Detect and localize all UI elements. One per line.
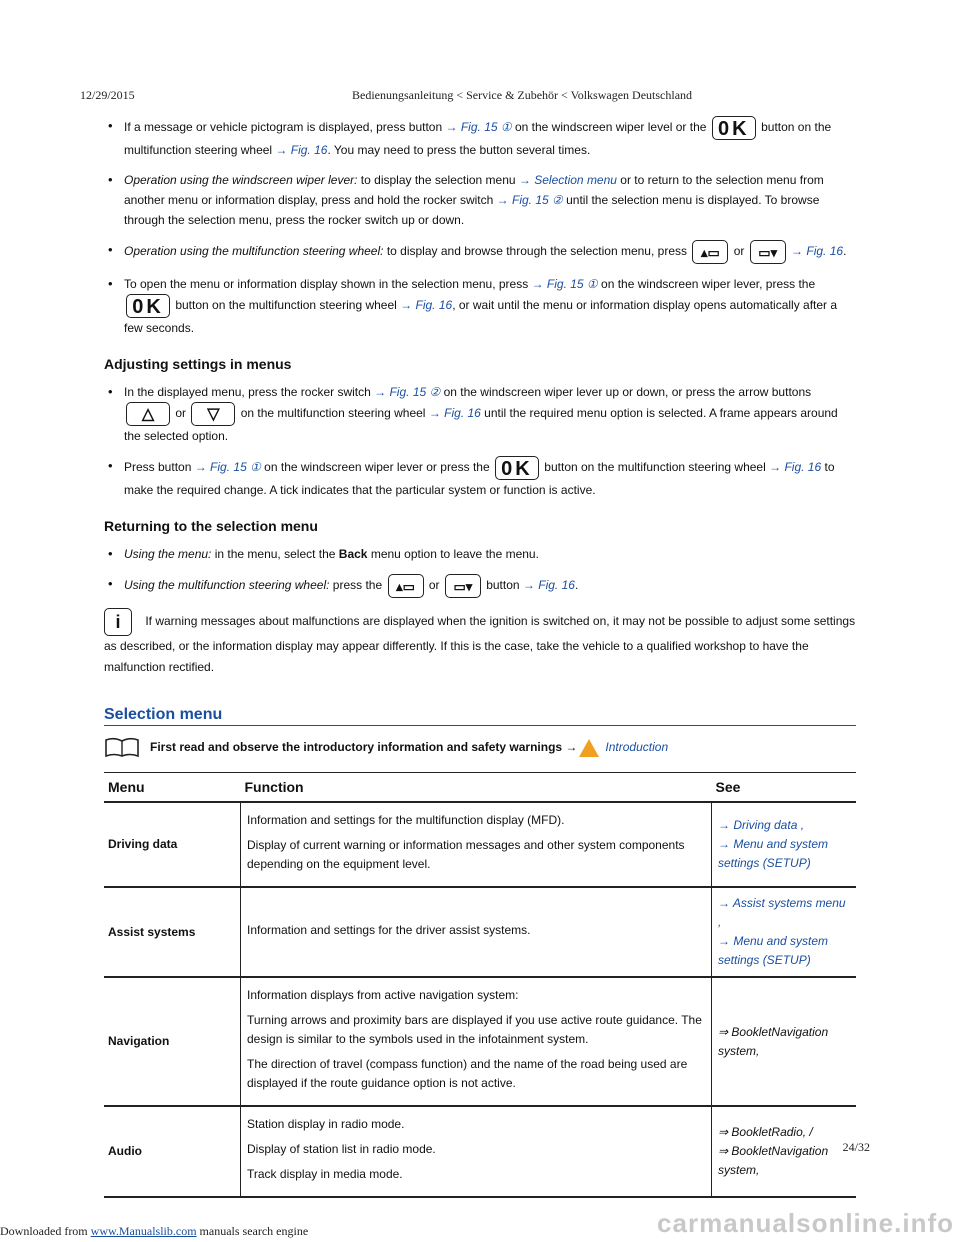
watermark-logo: carmanualsonline.info	[657, 1208, 954, 1238]
table-row	[104, 1106, 856, 1197]
info-note-text: If warning messages about malfunctions are displayed when the ignition is switched on, it may not be possible to adjust some settings as described, or the information display may appear differently. If this is the case, take the vehicle to a qualified workshop to have the malfunction rectified.	[104, 614, 856, 674]
see-cell	[712, 977, 857, 1106]
booklet-radio-ref: ⇒ BookletRadio, /	[718, 1125, 813, 1139]
scroll-down-button-icon: ▭▾	[445, 574, 481, 598]
fig-link[interactable]: → Fig. 16	[769, 460, 822, 475]
selection-menu-table	[104, 772, 856, 1198]
column-header-menu: Menu	[104, 773, 241, 803]
scroll-up-button-icon: ▴▭	[692, 240, 728, 264]
setup-link[interactable]: → Menu and system settings (SETUP)	[718, 837, 829, 870]
driving-data-link[interactable]: → Driving data ,	[718, 818, 805, 832]
table-row	[104, 887, 856, 977]
return-bullets	[104, 544, 856, 598]
section-title-selection-menu: Selection menu	[104, 706, 856, 726]
list-item: • To open the menu or information display shown in the selection menu, press → Fig. 15 ① on the windscreen wiper lever, press the 0K button on the multifunction steering wheel → Fig. 16, or wait until the menu or information display opens automatically after a few seconds.	[104, 274, 856, 338]
section-title-adjusting: Adjusting settings in menus	[104, 356, 292, 372]
menu-cell: Driving data	[104, 802, 241, 887]
fig-link[interactable]: → Fig. 15 ②	[496, 193, 563, 207]
menu-cell: Navigation	[104, 977, 241, 1106]
see-cell	[712, 1106, 857, 1197]
list-item: • Using the multifunction steering wheel: press the ▴▭ or ▭▾ button → Fig. 16.	[104, 574, 856, 598]
list-item: • In the displayed menu, press the rocker switch → Fig. 15 ② on the windscreen wiper lever up or down, or press the arrow buttons △ or ▽ on the multifunction steering wheel → Fig. 16 until the required menu option is selected. A frame appears around the selected option.	[104, 382, 856, 446]
scroll-down-button-icon: ▭▾	[750, 240, 786, 264]
selection-menu-link[interactable]: → Selection menu	[518, 173, 617, 187]
ok-button-icon: 0K	[495, 456, 539, 480]
fig-link[interactable]: → Fig. 15 ①	[194, 460, 261, 475]
menu-cell: Audio	[104, 1106, 241, 1197]
column-header-function: Function	[241, 773, 712, 803]
list-item: • If a message or vehicle pictogram is displayed, press button → Fig. 15 ① on the windscreen wiper level or the 0K button on the multifunction steering wheel → Fig. 16. You may need to press the button several times.	[104, 116, 856, 160]
fig-link[interactable]: → Fig. 16	[400, 298, 453, 313]
function-cell: Station display in radio mode. Display of station list in radio mode. Track display in media mode.	[241, 1106, 712, 1197]
fig-link[interactable]: → Fig. 15 ②	[374, 385, 441, 399]
arrow-down-icon: ▽	[191, 402, 235, 426]
warning-triangle-icon	[579, 739, 599, 757]
function-cell: Information and settings for the multifunction display (MFD). Display of current warning or information messages and other system components depending on the equipment level.	[241, 802, 712, 887]
ok-button-icon: 0K	[126, 294, 170, 318]
assist-systems-link[interactable]: → Assist systems menu ,	[718, 896, 846, 929]
menu-cell: Assist systems	[104, 887, 241, 977]
intro-warning	[104, 736, 856, 758]
booklet-navigation-ref: ⇒ BookletNavigation system,	[718, 1144, 829, 1177]
see-cell	[712, 887, 857, 977]
function-cell: Information and settings for the driver assist systems.	[241, 887, 712, 977]
intro-bullets	[104, 116, 856, 338]
intro-warning-text: First read and observe the introductory information and safety warnings →	[150, 740, 578, 754]
table-row	[104, 977, 856, 1106]
info-note	[104, 608, 856, 678]
ok-button-icon: 0K	[712, 116, 756, 140]
list-item: • Operation using the windscreen wiper lever: to display the selection menu → Selection menu or to return to the selection menu from another menu or information display, press and hold the rocker switch → Fig. 15 ② until the selection menu is displayed. To browse through the selection menu, press the rocker switch up or down.	[104, 170, 856, 230]
scroll-up-button-icon: ▴▭	[388, 574, 424, 598]
page-content	[104, 116, 856, 1198]
manualslib-link[interactable]: www.Manualslib.com	[90, 1224, 197, 1238]
arrow-up-icon: △	[126, 402, 170, 426]
fig-link[interactable]: → Fig. 16	[428, 406, 481, 421]
see-cell	[712, 802, 857, 887]
list-item: • Using the menu: in the menu, select the Back menu option to leave the menu.	[104, 544, 856, 564]
header-date: 12/29/2015	[80, 88, 135, 102]
column-header-see: See	[712, 773, 857, 803]
fig-link[interactable]: → Fig. 16	[791, 244, 844, 259]
adjust-bullets	[104, 382, 856, 500]
fig-link[interactable]: → Fig. 15 ①	[445, 120, 512, 135]
header-title: Bedienungsanleitung < Service & Zubehör < Volkswagen Deutschland	[352, 88, 693, 102]
download-footer: Downloaded from www.Manualslib.com manuals search engine	[0, 1224, 309, 1238]
table-row	[104, 802, 856, 887]
fig-link[interactable]: → Fig. 16	[522, 578, 575, 593]
function-cell: Information displays from active navigation system: Turning arrows and proximity bars are displayed if you use active route guidance. The design is similar to the symbols used in the infotainment system. The direction of travel (compass function) and the name of the road being used are displayed if the route guidance option is not active.	[241, 977, 712, 1106]
book-icon	[104, 736, 140, 758]
section-title-returning: Returning to the selection menu	[104, 518, 318, 534]
page-number: 24/32	[842, 1140, 870, 1154]
introduction-link[interactable]: Introduction	[605, 740, 669, 754]
list-item: • Operation using the multifunction steering wheel: to display and browse through the selection menu, press ▴▭ or ▭▾ → Fig. 16.	[104, 240, 856, 264]
list-item: • Press button → Fig. 15 ① on the windscreen wiper lever or press the 0K button on the multifunction steering wheel → Fig. 16 to make the required change. A tick indicates that the particular system or function is active.	[104, 456, 856, 500]
setup-link[interactable]: → Menu and system settings (SETUP)	[718, 934, 829, 967]
fig-link[interactable]: → Fig. 16	[275, 143, 328, 157]
booklet-navigation-ref: ⇒ BookletNavigation system,	[718, 1024, 829, 1058]
fig-link[interactable]: → Fig. 15 ①	[531, 277, 598, 291]
info-icon: i	[104, 608, 132, 636]
